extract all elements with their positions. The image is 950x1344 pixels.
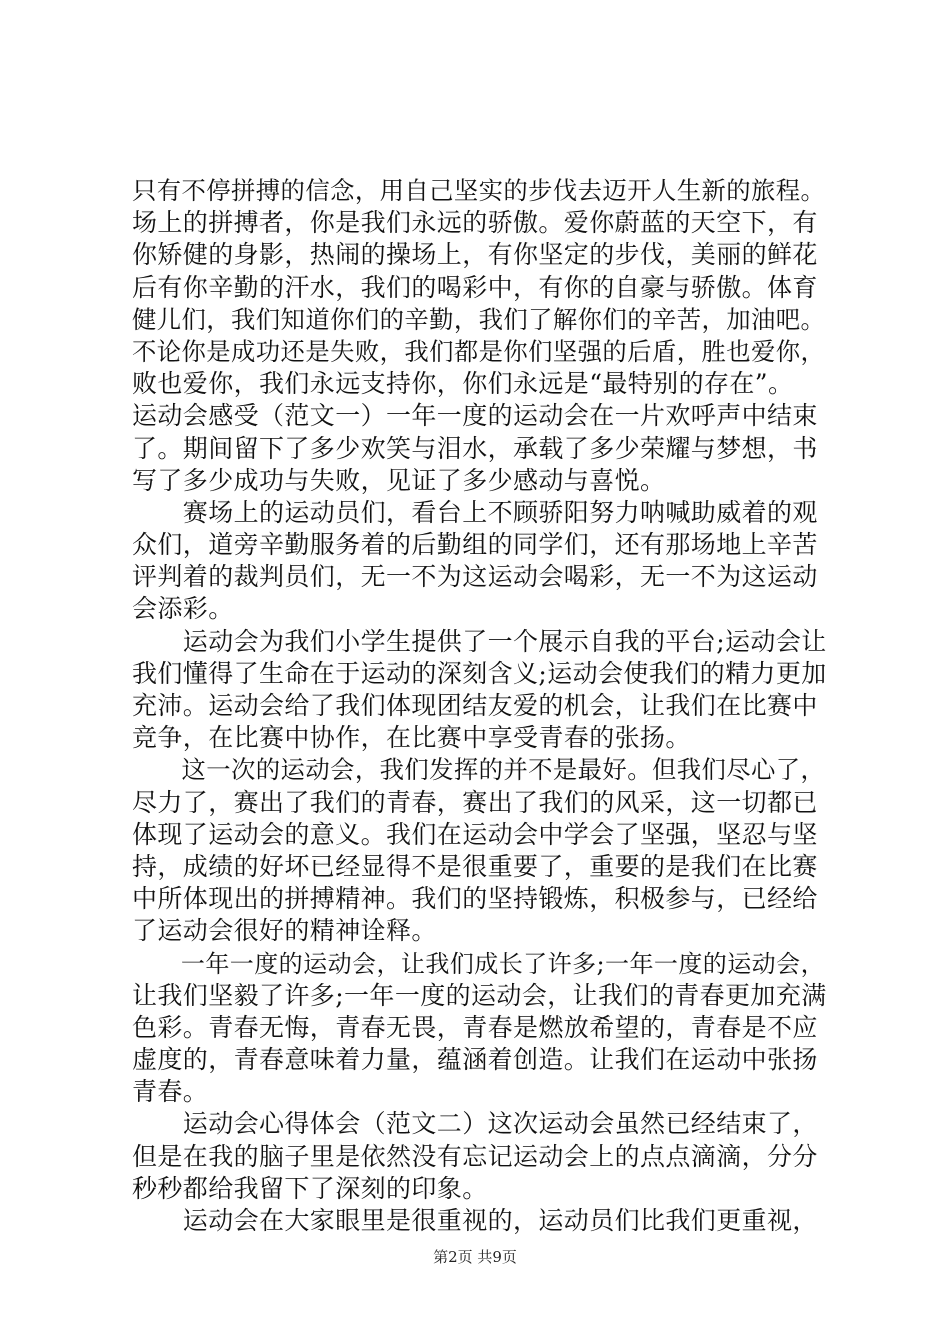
text-line: 这一次的运动会，我们发挥的并不是最好。但我们尽心了， — [132, 755, 826, 785]
text-line: 了运动会很好的精神诠释。 — [132, 916, 437, 946]
text-line: 赛场上的运动员们，看台上不顾骄阳努力呐喊助威着的观 — [132, 497, 818, 527]
text-line: 写了多少成功与失败，见证了多少感动与喜悦。 — [132, 465, 666, 495]
text-line: 运动会在大家眼里是很重视的，运动员们比我们更重视， — [132, 1206, 818, 1235]
text-line: 不论你是成功还是失败，我们都是你们坚强的后盾，胜也爱你， — [132, 336, 826, 366]
text-line: 秒秒都给我留下了深刻的印象。 — [132, 1173, 488, 1203]
text-line: 但是在我的脑子里是依然没有忘记运动会上的点点滴滴，分分 — [132, 1141, 818, 1171]
text-line: 色彩。青春无悔，青春无畏，青春是燃放希望的，青春是不应 — [132, 1012, 818, 1042]
text-line: 运动会感受（范文一）一年一度的运动会在一片欢呼声中结束 — [132, 401, 818, 431]
text-line: 后有你辛勤的汗水，我们的喝彩中，有你的自豪与骄傲。体育 — [132, 272, 818, 302]
text-line: 体现了运动会的意义。我们在运动会中学会了坚强，坚忍与坚 — [132, 819, 818, 849]
text-line: 众们，道旁辛勤服务着的后勤组的同学们，还有那场地上辛苦 — [132, 530, 818, 560]
text-line: 只有不停拼搏的信念，用自己坚实的步伐去迈开人生新的旅程。 — [132, 176, 826, 205]
text-line: 虚度的，青春意味着力量，蕴涵着创造。让我们在运动中张扬 — [132, 1045, 818, 1075]
text-line: 我们懂得了生命在于运动的深刻含义;运动会使我们的精力更加 — [132, 658, 827, 688]
text-line: 会添彩。 — [132, 594, 234, 624]
text-line: 中所体现出的拼搏精神。我们的坚持锻炼，积极参与，已经给 — [132, 884, 818, 914]
text-line: 持，成绩的好坏已经显得不是很重要了，重要的是我们在比赛 — [132, 851, 818, 881]
text-line: 运动会心得体会（范文二）这次运动会虽然已经结束了， — [132, 1109, 818, 1139]
text-line: 败也爱你，我们永远支持你，你们永远是“最特别的存在”。 — [132, 369, 794, 399]
text-line: 竞争，在比赛中协作，在比赛中享受青春的张扬。 — [132, 723, 691, 753]
text-line: 评判着的裁判员们，无一不为这运动会喝彩，无一不为这运动 — [132, 562, 818, 592]
text-line: 场上的拼搏者，你是我们永远的骄傲。爱你蔚蓝的天空下，有 — [132, 208, 818, 238]
document-body — [132, 175, 832, 1237]
page-footer: 第2页 共9页 — [433, 1248, 517, 1266]
text-line: 了。期间留下了多少欢笑与泪水，承载了多少荣耀与梦想，书 — [132, 433, 818, 463]
text-line: 运动会为我们小学生提供了一个展示自我的平台;运动会让 — [132, 626, 827, 656]
text-line: 尽力了，赛出了我们的青春，赛出了我们的风采，这一切都已 — [132, 787, 818, 817]
text-line: 一年一度的运动会，让我们成长了许多;一年一度的运动会， — [132, 949, 826, 978]
text-line: 让我们坚毅了许多;一年一度的运动会，让我们的青春更加充满 — [132, 980, 827, 1010]
text-line: 充沛。运动会给了我们体现团结友爱的机会，让我们在比赛中 — [132, 691, 818, 720]
text-line: 你矫健的身影，热闹的操场上，有你坚定的步伐，美丽的鲜花 — [132, 240, 818, 270]
text-line: 健儿们，我们知道你们的辛勤，我们了解你们的辛苦，加油吧。 — [132, 304, 826, 334]
text-line: 青春。 — [132, 1077, 209, 1107]
